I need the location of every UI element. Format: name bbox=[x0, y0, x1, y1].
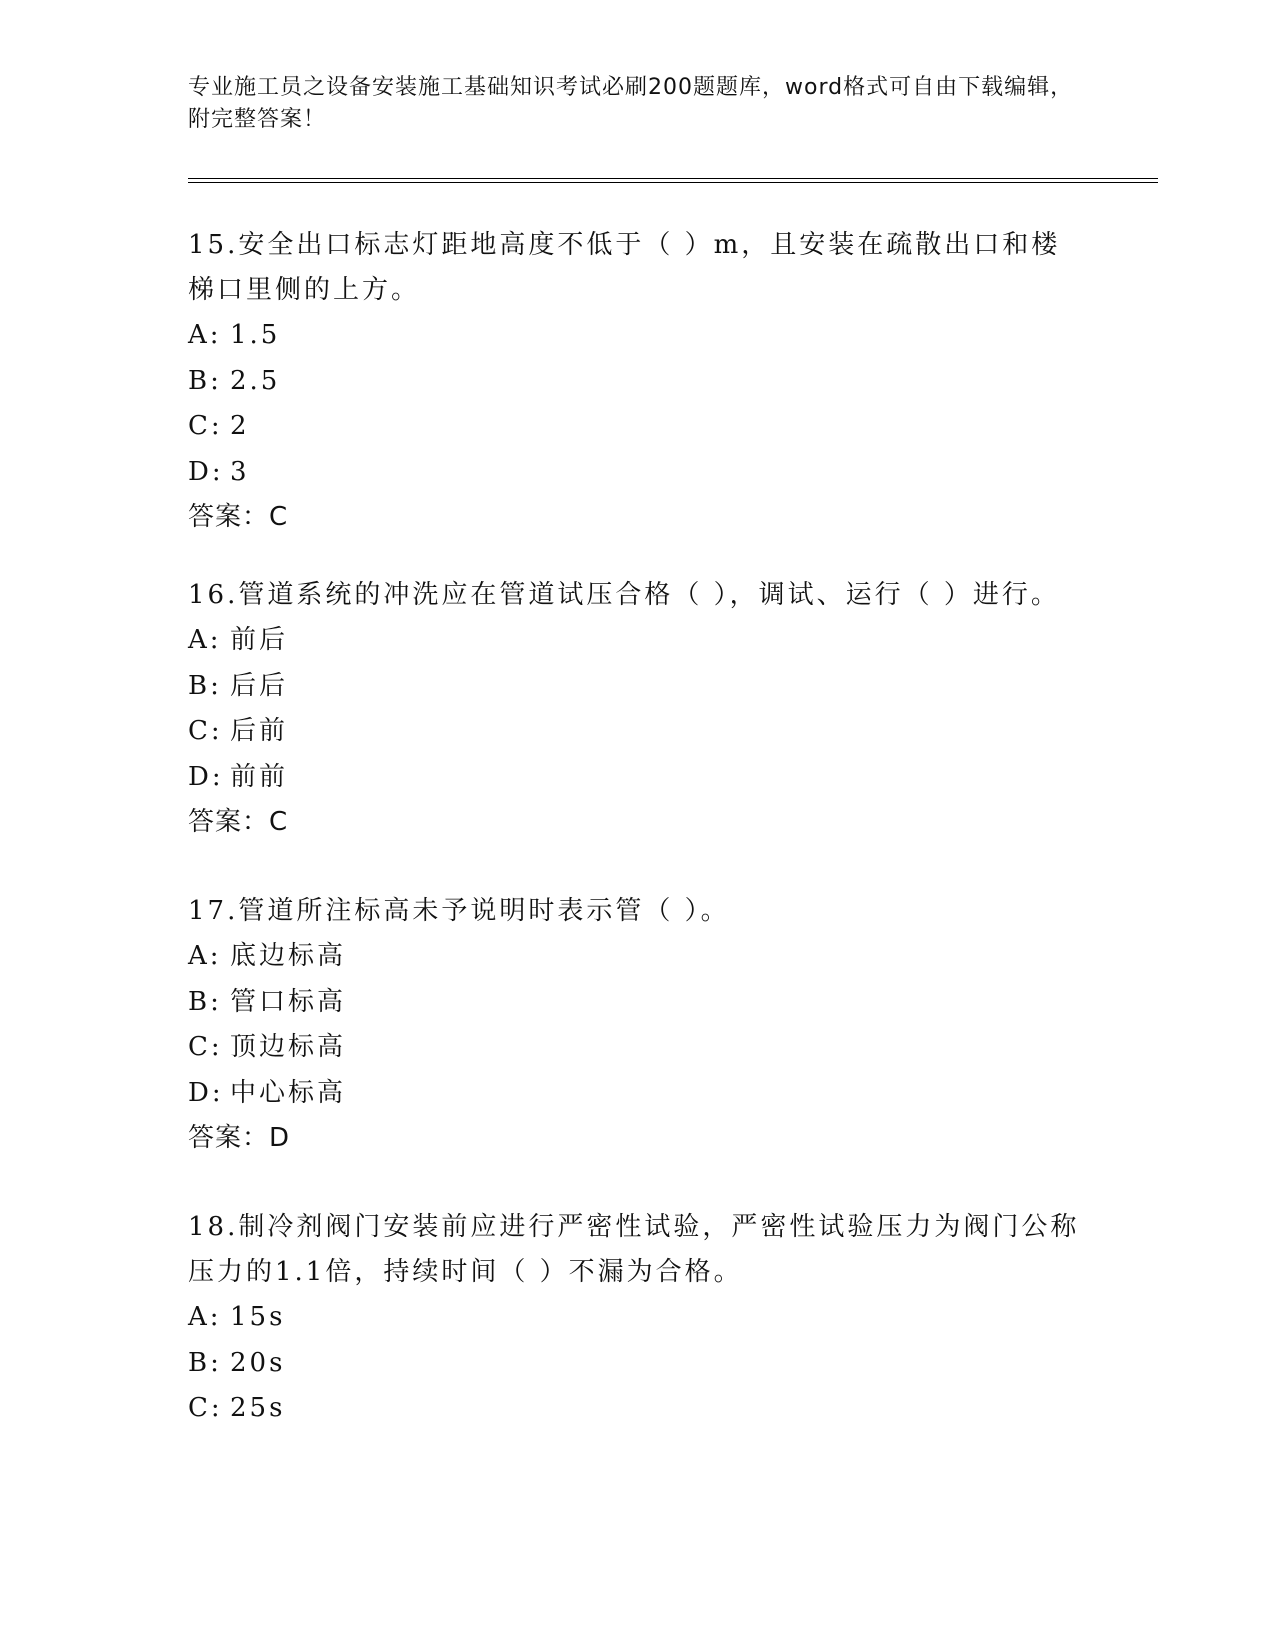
question-stem: 18.制冷剂阀门安装前应进行严密性试验，严密性试验压力为阀门公称压力的1.1倍，持续时间（ ）不漏为合格。 bbox=[188, 1212, 1080, 1287]
option-c bbox=[188, 709, 1088, 755]
question-16 bbox=[188, 573, 1088, 845]
option-label: D: bbox=[188, 1077, 224, 1108]
option-text: 前后 bbox=[230, 625, 289, 655]
header-divider-top bbox=[188, 178, 1158, 179]
option-text: 2 bbox=[230, 411, 250, 441]
option-text: 后后 bbox=[230, 670, 289, 701]
option-label: C: bbox=[188, 1032, 223, 1062]
answer-line: 答案：C bbox=[188, 807, 289, 837]
option-c bbox=[188, 1025, 1088, 1071]
option-d bbox=[188, 1071, 1088, 1117]
option-text: 3 bbox=[230, 456, 250, 487]
option-b bbox=[188, 359, 1088, 405]
option-label: C: bbox=[188, 1393, 223, 1423]
header-divider-bottom bbox=[188, 182, 1158, 183]
option-text: 顶边标高 bbox=[230, 1032, 347, 1062]
option-b bbox=[188, 1341, 1088, 1387]
question-15 bbox=[188, 223, 1088, 540]
option-a bbox=[188, 313, 1088, 359]
option-label: B: bbox=[188, 986, 222, 1017]
option-label: A: bbox=[188, 941, 222, 971]
option-a bbox=[188, 618, 1088, 664]
option-label: B: bbox=[188, 1347, 222, 1378]
option-a bbox=[188, 1295, 1088, 1341]
option-b bbox=[188, 980, 1088, 1026]
option-label: A: bbox=[188, 320, 222, 350]
question-stem: 17.管道所注标高未予说明时表示管（ ）。 bbox=[188, 896, 730, 926]
question-18 bbox=[188, 1205, 1088, 1432]
option-text: 1.5 bbox=[230, 320, 281, 350]
option-label: C: bbox=[188, 716, 223, 746]
option-c bbox=[188, 404, 1088, 450]
option-d bbox=[188, 450, 1088, 496]
option-text: 底边标高 bbox=[230, 941, 347, 971]
option-c bbox=[188, 1386, 1088, 1432]
option-text: 管口标高 bbox=[230, 986, 347, 1017]
question-stem: 16.管道系统的冲洗应在管道试压合格（ ），调试、运行（ ）进行。 bbox=[188, 580, 1060, 610]
option-label: B: bbox=[188, 670, 222, 701]
option-text: 20s bbox=[230, 1347, 286, 1378]
option-text: 后前 bbox=[230, 716, 289, 746]
option-text: 15s bbox=[230, 1302, 286, 1332]
option-text: 前前 bbox=[230, 761, 289, 792]
option-label: B: bbox=[188, 365, 222, 396]
answer-line: 答案：C bbox=[188, 502, 289, 532]
option-text: 25s bbox=[230, 1393, 286, 1423]
answer-line: 答案：D bbox=[188, 1123, 291, 1153]
option-text: 中心标高 bbox=[230, 1077, 347, 1108]
option-label: A: bbox=[188, 1302, 222, 1332]
option-d bbox=[188, 755, 1088, 801]
option-a bbox=[188, 934, 1088, 980]
question-stem: 15.安全出口标志灯距地高度不低于（ ）m，且安装在疏散出口和楼梯口里侧的上方。 bbox=[188, 230, 1061, 305]
option-label: C: bbox=[188, 411, 223, 441]
option-label: D: bbox=[188, 761, 224, 792]
option-b bbox=[188, 664, 1088, 710]
document-header: 专业施工员之设备安装施工基础知识考试必刷200题题库，word格式可自由下载编辑，附完整答案！ bbox=[188, 75, 1074, 132]
question-17 bbox=[188, 889, 1088, 1161]
option-label: A: bbox=[188, 625, 222, 655]
option-text: 2.5 bbox=[230, 365, 281, 396]
option-label: D: bbox=[188, 456, 224, 487]
